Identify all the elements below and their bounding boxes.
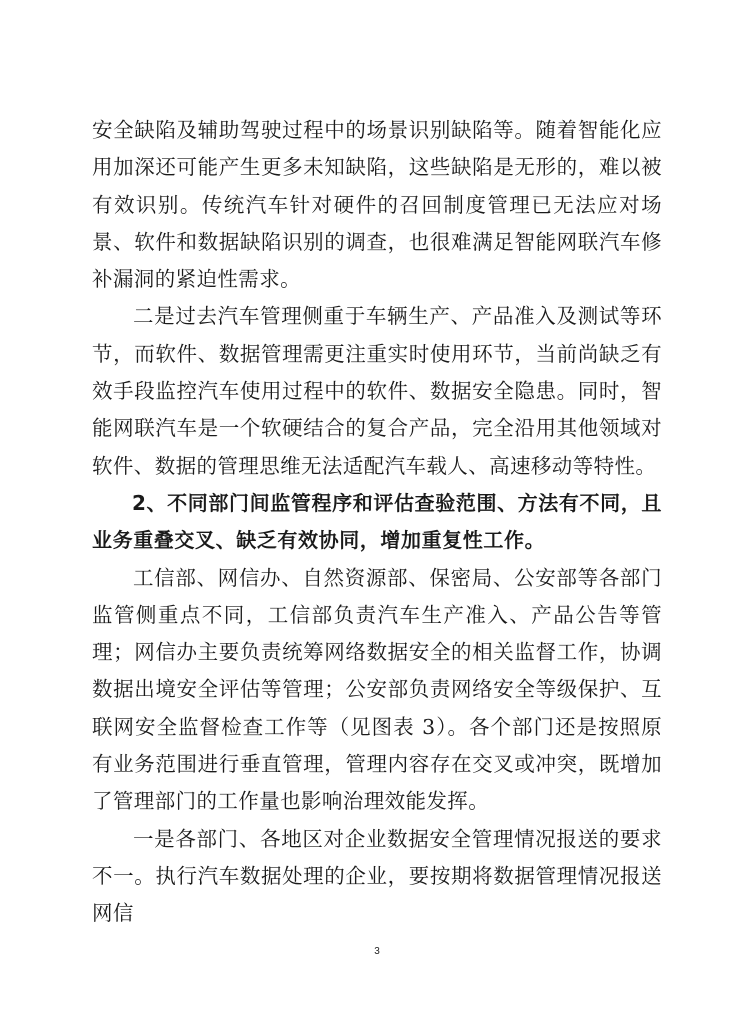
paragraph-continuation: 安全缺陷及辅助驾驶过程中的场景识别缺陷等。随着智能化应用加深还可能产生更多未知缺陷，这些缺陷是无形的，难以被有效识别。传统汽车针对硬件的召回制度管理已无法应对场景、软件和数据缺陷识别的调查，也很难满足智能网联汽车修补漏洞的紧迫性需求。	[92, 118, 662, 292]
paragraph-point-one: 一是各部门、各地区对企业数据安全管理情况报送的要求不一。执行汽车数据处理的企业，要按期将数据管理情况报送网信	[92, 826, 662, 926]
document-body	[92, 112, 662, 933]
paragraph-point-two: 二是过去汽车管理侧重于车辆生产、产品准入及测试等环节，而软件、数据管理需更注重实时使用环节，当前尚缺乏有效手段监控汽车使用过程中的软件、数据安全隐患。同时，智能网联汽车是一个软硬结合的复合产品，完全沿用其他领域对软件、数据的管理思维无法适配汽车载人、高速移动等特性。	[92, 304, 662, 478]
page-number: 3	[374, 946, 380, 957]
paragraph-departments: 工信部、网信办、自然资源部、保密局、公安部等各部门监管侧重点不同，工信部负责汽车生产准入、产品公告等管理；网信办主要负责统筹网络数据安全的相关监督工作，协调数据出境安全评估等管理；公安部负责网络安全等级保护、互联网安全监督检查工作等（见图表 3）。各个部门还是按照原有业务范围进行垂直管理，管理内容存在交叉或冲突，既增加了管理部门的工作量也影响治理效能发挥。	[92, 565, 662, 814]
section-heading: 2、不同部门间监管程序和评估查验范围、方法有不同，且业务重叠交叉、缺乏有效协同，增加重复性工作。	[92, 490, 662, 553]
